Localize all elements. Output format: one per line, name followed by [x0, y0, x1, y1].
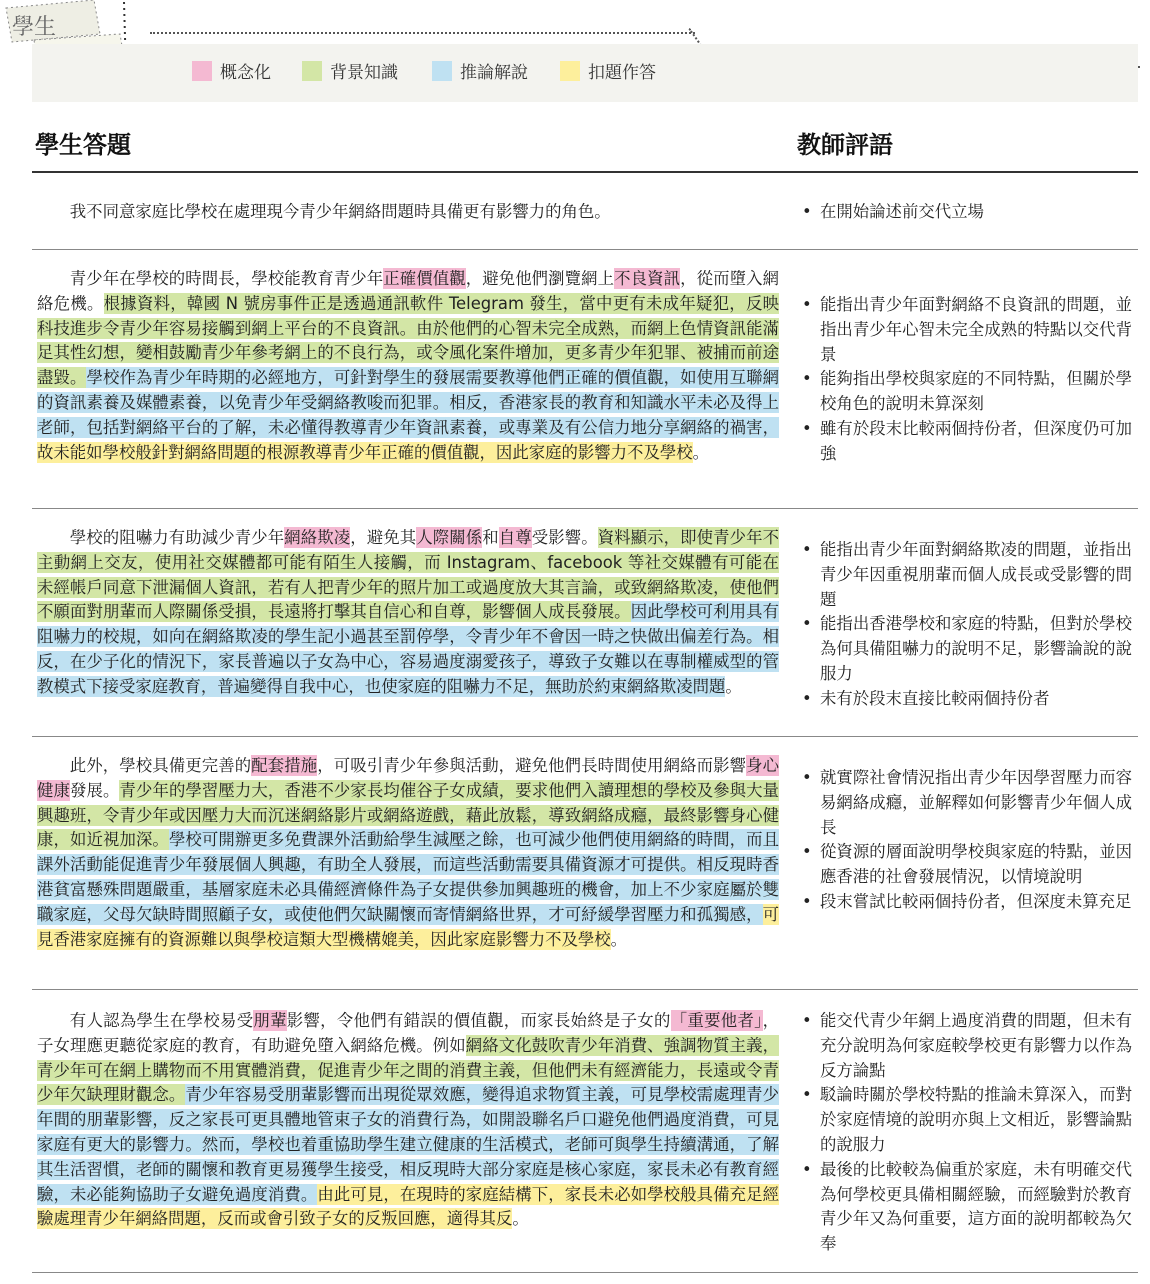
- background-highlight: 根據資料，韓國 N 號房事件正是透過通訊軟件 Telegram 發生，當中更有未成年疑犯，反映科技進步令青少年容易接觸到網上平台的不良資訊。由於他們的心智未完全成熟，而網上色情資訊能滿足其性幻想，變相鼓勵青少年參考網上的不良行為，或令風化案件增加，更多青少年犯罪、被捕而前途盡毀。: [37, 293, 780, 388]
- teacher-comments: [802, 766, 1132, 915]
- legend-item-reasoning: [432, 58, 528, 83]
- student-paragraph: [37, 267, 779, 465]
- teacher-comment: • 雖有於段末比較兩個持份者，但深度仍可加強: [802, 417, 1132, 467]
- answer-row: [32, 995, 1138, 1260]
- answer-text: ，從而墮入網絡危機。: [37, 269, 780, 313]
- answer-text: 有人認為學生在學校易受: [69, 1011, 254, 1030]
- legend-swatch: [560, 61, 580, 81]
- teacher-comment: • 段末嘗試比較兩個持份者，但深度未算充足: [802, 890, 1132, 915]
- teacher-comments: [802, 538, 1132, 712]
- concept-highlight: 不良資訊: [614, 269, 681, 288]
- answer-text: 青少年在學校的時間長，學校能教育青少年: [69, 269, 384, 288]
- legend-swatch: [302, 61, 322, 81]
- teacher-comment: • 能夠指出學校與家庭的不同特點，但關於學校角色的說明未算深刻: [802, 367, 1132, 417]
- answer-text: 發展。: [69, 780, 120, 800]
- legend-swatch: [192, 61, 212, 81]
- teacher-comment: • 最後的比較較為偏重於家庭，未有明確交代為何學校更具備相關經驗，而經驗對於教育青少年又為何重要，這方面的說明都較為欠奉: [802, 1158, 1132, 1257]
- student-paragraph: [37, 200, 779, 225]
- concept-highlight: 自尊: [498, 528, 532, 547]
- teacher-comment-header: 教師評語: [797, 131, 893, 159]
- student-paragraph: [37, 1009, 779, 1232]
- table-bottom-rule: [32, 1272, 1138, 1273]
- answer-text: 。: [610, 929, 628, 949]
- teacher-comment: • 駁論時關於學校特點的推論未算深入，而對於家庭情境的說明亦與上文相近，影響論點的說服力: [802, 1083, 1132, 1157]
- legend-label: 推論解說: [460, 63, 528, 83]
- teacher-comment: • 能指出香港學校和家庭的特點，但對於學校為何具備阻嚇力的說明不足，影響論說的說服力: [802, 612, 1132, 686]
- concept-highlight: 正確價值觀: [383, 269, 466, 288]
- on-topic-highlight: 可見香港家庭擁有的資源難以與學校這類大型機構媲美，因此家庭影響力不及學校: [37, 904, 779, 949]
- answer-text: 。: [512, 1209, 529, 1229]
- answer-text: 我不同意家庭比學校在處理現今青少年網絡問題時具備更有影響力的角色。: [69, 202, 611, 221]
- row-divider: [32, 508, 1138, 509]
- legend-item-background: [302, 58, 398, 83]
- legend-label: 扣題作答: [588, 63, 656, 83]
- teacher-comment: • 能交代青少年網上過度消費的問題，但未有充分說明為何家庭較學校更有影響力以作為反方論點: [802, 1009, 1132, 1083]
- student-paragraph: [37, 754, 779, 952]
- legend-label: 背景知識: [330, 63, 398, 83]
- row-divider: [32, 249, 1138, 250]
- student-paragraph: [37, 526, 779, 700]
- answer-text: 和: [482, 528, 499, 547]
- tag-line-1: 學生: [12, 15, 57, 40]
- row-divider: [32, 736, 1138, 737]
- concept-highlight: 「重要他者」: [670, 1011, 763, 1030]
- legend-item-concept: [192, 58, 271, 83]
- answer-text: 此外，學校具備更完善的: [69, 756, 252, 775]
- answer-text: ，避免其: [350, 528, 417, 547]
- answer-text: 。: [725, 676, 742, 696]
- answer-row: [32, 514, 1138, 729]
- answer-text: 。: [692, 442, 710, 462]
- concept-highlight: 人際關係: [416, 528, 483, 547]
- answer-text: ，避免他們瀏覽網上: [465, 269, 615, 288]
- teacher-comments: [802, 1009, 1132, 1257]
- teacher-comments: [802, 293, 1132, 467]
- reasoning-highlight: 因此學校可利用具有阻嚇力的校規，如向在網絡欺凌的學生記小過甚至罰停學，令青少年不會因一時之快做出偏差行為。相反，在少子化的情況下，家長普遍以子女為中心，容易過度溺愛孩子，導致子女難以在專制權威型的管教模式下接受家庭教育，普遍變得自我中心，也使家庭的阻嚇力不足，無助於約束網絡欺凌問題: [37, 602, 780, 696]
- concept-highlight: 朋輩: [253, 1011, 287, 1030]
- answer-row: [32, 742, 1138, 982]
- background-highlight: 青少年的學習壓力大，香港不少家長均催谷子女成績，要求他們入讀理想的學校及參與大量興趣班，令青少年或因壓力大而沉迷網絡影片或網絡遊戲，藉此放鬆，導致網絡成癮，最終影響身心健康，如近視加深。: [37, 780, 780, 850]
- answer-row: [32, 188, 1138, 238]
- background-highlight: 網絡文化鼓吹青少年消費、強調物質主義，青少年可在網上購物而不用實體消費，促進青少年之間的消費主義，但他們未有經濟能力，長遠或令青少年欠缺理財觀念。: [37, 1035, 780, 1105]
- answer-text: ，子女理應更聽從家庭的教育，有助避免墮入網絡危機。例如: [37, 1011, 780, 1055]
- answer-text: ，可吸引青少年參與活動，避免他們長時間使用網絡而影響: [317, 756, 747, 775]
- dotted-guide: [150, 32, 695, 34]
- reasoning-highlight: 學校作為青少年時期的必經地方，可針對學生的發展需要教導他們正確的價值觀，如使用互聯網的資訊素養及媒體素養，以免青少年受網絡教唆而犯罪。相反，香港家長的教育和知識水平未必及得上老師，包括對網絡平台的了解，未必懂得教導青少年資訊素養，或專業及有公信力地分享網絡的禍害，: [37, 368, 780, 437]
- teacher-comment: • 在開始論述前交代立場: [802, 200, 1132, 225]
- background-highlight: 資料顯示，即使青少年不主動網上交友，使用社交媒體都可能有陌生人接觸，而 Instagram、facebook 等社交媒體有可能在未經帳戶同意下泄漏個人資訊，若有人把青少年的照片加工或過度放大其言論，或致網絡欺凌，使他們不願面對朋輩而人際關係受損，長遠將打擊其自信心和自尊，影響個人成長發展。: [37, 528, 780, 622]
- on-topic-highlight: 故未能如學校般針對網絡問題的根源教導青少年正確的價值觀，因此家庭的影響力不及學校: [37, 442, 693, 462]
- legend-label: 概念化: [220, 63, 271, 83]
- answer-text: 影響，令他們有錯誤的價值觀，而家長始終是子女的: [286, 1011, 671, 1030]
- answer-row: [32, 255, 1138, 495]
- concept-highlight: 身心健康: [37, 756, 780, 800]
- answer-text: 學校的阻嚇力有助減少青少年: [69, 528, 285, 547]
- table-top-rule: [32, 171, 1138, 173]
- teacher-comment: • 從資源的層面說明學校與家庭的特點，並因應香港的社會發展情況，以情境說明: [802, 840, 1132, 890]
- answer-text: 受影響。: [531, 528, 598, 547]
- concept-highlight: 網絡欺凌: [284, 528, 351, 547]
- teacher-comment: • 能指出青少年面對網絡欺凌的問題，並指出青少年因重視朋輩而個人成長或受影響的問題: [802, 538, 1132, 612]
- teacher-comments: [802, 200, 1132, 225]
- teacher-comment: • 就實際社會情況指出青少年因學習壓力而容易網絡成癮，並解釋如何影響青少年個人成長: [802, 766, 1132, 840]
- student-answer-header: 學生答題: [35, 131, 131, 159]
- reasoning-highlight: 青少年容易受朋輩影響而出現從眾效應，變得追求物質主義，可見學校需處理青少年間的朋輩影響，反之家長可更具體地管束子女的消費行為，如開設聯名戶口避免他們過度消費，可見家庭有更大的影響力。然而，學校也着重協助學生建立健康的生活模式，老師可與學生持續溝通，了解其生活習慣，老師的關懷和教育更易獲學生接受，相反現時大部分家庭是核心家庭，家長未必有教育經驗，未必能夠協助子女避免過度消費。: [37, 1085, 779, 1204]
- on-topic-highlight: 由此可見，在現時的家庭結構下，家長未必如學校般具備充足經驗處理青少年網絡問題，反而或會引致子女的反叛回應，適得其反: [37, 1184, 780, 1229]
- teacher-comment: • 未有於段末直接比較兩個持份者: [802, 687, 1132, 712]
- teacher-comment: • 能指出青少年面對網絡不良資訊的問題，並指出青少年心智未完全成熟的特點以交代背景: [802, 293, 1132, 367]
- reasoning-highlight: 學校可開辦更多免費課外活動給學生減壓之餘，也可減少他們使用網絡的時間，而且課外活動能促進青少年發展個人興趣，有助全人發展，而這些活動需要具備資源才可提供。相反現時香港貧富懸殊問題嚴重，基層家庭未必具備經濟條件為子女提供參加興趣班的機會，加上不少家庭屬於雙職家庭，父母欠缺時間照顧子女，或使他們欠缺關懷而寄情網絡世界，才可紓緩學習壓力和孤獨感，: [37, 830, 780, 924]
- legend-swatch: [432, 61, 452, 81]
- concept-highlight: 配套措施: [251, 756, 318, 775]
- legend-item-on-topic: [560, 58, 656, 83]
- row-divider: [32, 989, 1138, 990]
